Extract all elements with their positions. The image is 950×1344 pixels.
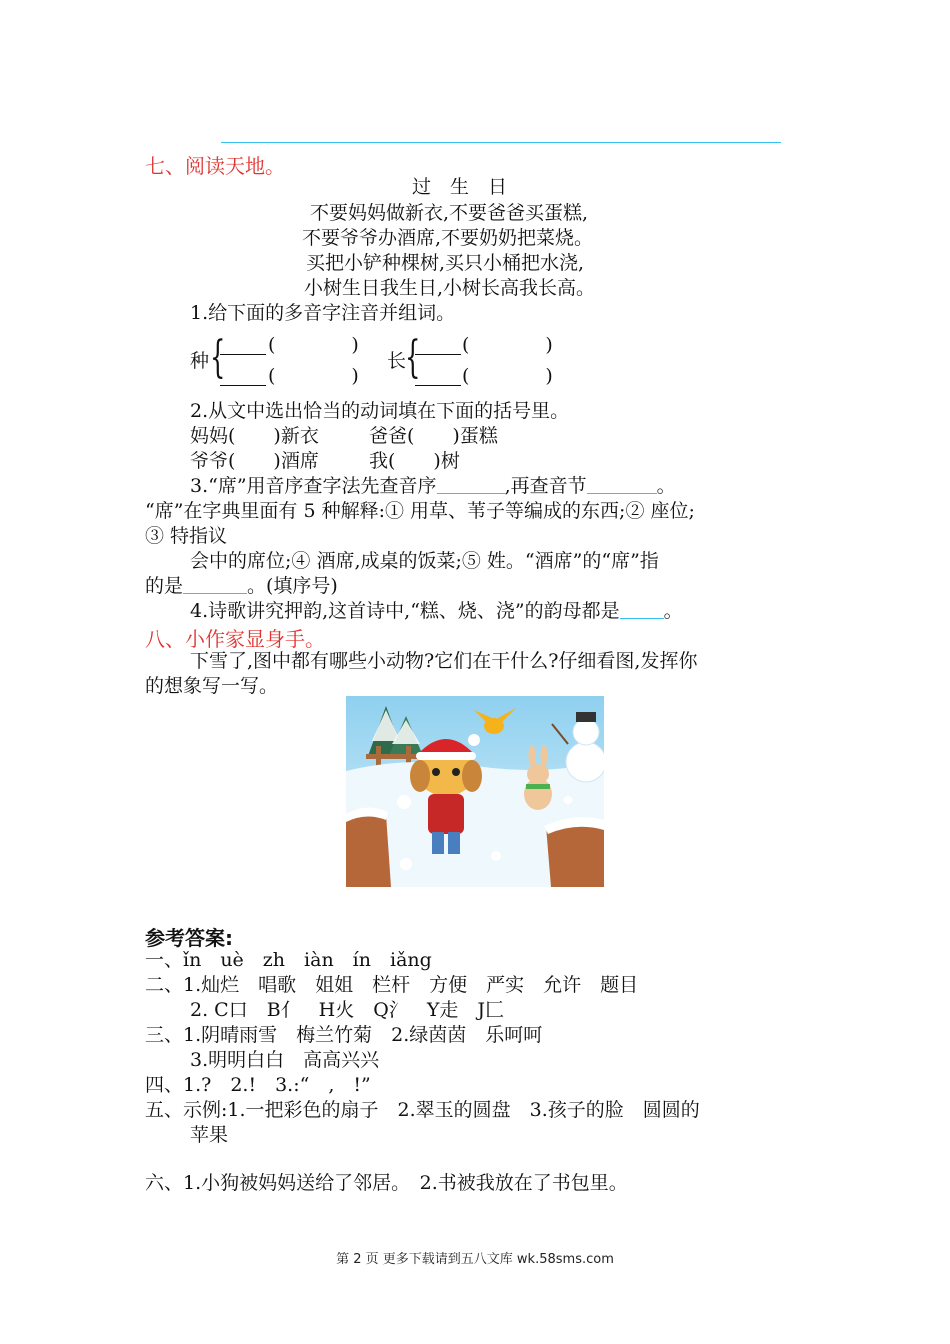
q4-blank-final[interactable] [620,600,664,619]
answer-line-1: 一、ǐn uè zh iàn ín iǎng [145,949,432,971]
q4-text-1: 4.诗歌讲究押韵,这首诗中,“糕、烧、浇”的韵母都是 [190,600,620,622]
paren-2a[interactable]: ( ) [462,334,553,356]
answers-heading: 参考答案: [145,926,233,950]
q3-text-3: 。 [656,475,676,497]
snow-scene-image [346,696,604,887]
question-1: 1.给下面的多音字注音并组词。 [190,302,456,324]
answer-line-9: 六、1.小狗被妈妈送给了邻居。 2.书被我放在了书包里。 [145,1172,628,1194]
q3-definitions-line-2: ③ 特指议 [145,525,228,547]
q3-definitions-line-3: 会中的席位;④ 酒席,成桌的饭菜;⑤ 姓。“酒席”的“席”指 [190,550,659,572]
page-footer: 第 2 页 更多下载请到五八文库 wk.58sms.com [336,1252,614,1267]
q2-item-mom: 妈妈( )新衣 [190,425,319,447]
poem-line-2: 不要爷爷办酒席,不要奶奶把菜烧。 [302,227,594,249]
q3-text-2: ,再查音节 [504,475,587,497]
top-blank-line [221,142,781,143]
brace-2: { [405,332,421,383]
paren-1a[interactable]: ( ) [268,334,359,356]
polyphone-char-1: 种 [190,350,210,372]
q3-text-4: 的是 [145,575,184,597]
question-2: 2.从文中选出恰当的动词填在下面的括号里。 [190,400,570,422]
section7-heading: 七、阅读天地。 [145,154,285,178]
paren-2b[interactable]: ( ) [462,365,553,387]
answer-line-3: 2. C口 B亻 H火 Q氵 Y走 J匚 [190,999,504,1021]
q4-text-2: 。 [663,600,683,622]
paren-1b[interactable]: ( ) [268,365,359,387]
q3-definitions-line: “席”在字典里面有 5 种解释:① 用草、苇子等编成的东西;② 座位; [145,500,695,522]
q3-blank-meaning[interactable] [183,575,247,594]
answer-line-1b [220,385,266,386]
answer-line-2a [415,354,461,355]
answer-line-4: 三、1.阴晴雨雪 梅兰竹菊 2.绿茵茵 乐呵呵 [145,1024,543,1046]
answer-line-2: 二、1.灿烂 唱歌 姐姐 栏杆 方便 严实 允许 题目 [145,974,639,996]
answer-line-6: 四、1.? 2.! 3.:“ , !” [145,1074,371,1096]
section8-prompt-1: 下雪了,图中都有哪些小动物?它们在干什么?仔细看图,发挥你 [190,650,698,672]
answer-line-5: 3.明明白白 高高兴兴 [190,1049,380,1071]
q2-item-me: 我( )树 [369,450,460,472]
question-3 [190,474,676,498]
question-4 [190,599,683,623]
answer-line-7: 五、示例:1.一把彩色的扇子 2.翠玉的圆盘 3.孩子的脸 圆圆的 [145,1099,700,1121]
q2-item-dad: 爸爸( )蛋糕 [369,425,498,447]
q3-answer-line [145,574,338,598]
q3-text-1: 3.“席”用音序查字法先查音序 [190,475,437,497]
q3-blank-initial[interactable] [437,475,505,494]
poem-line-3: 买把小铲种棵树,买只小桶把水浇, [306,252,585,274]
answer-line-1a [220,354,266,355]
brace-1: { [210,332,226,383]
poem-line-4: 小树生日我生日,小树长高我长高。 [304,277,596,299]
q2-item-grandpa: 爷爷( )酒席 [190,450,319,472]
answer-line-2b [415,385,461,386]
poem-title: 过 生 日 [412,176,508,198]
polyphone-char-2: 长 [387,350,407,372]
snow-scene-illustration [346,696,604,887]
answer-line-8: 苹果 [190,1124,229,1146]
section8-heading: 八、小作家显身手。 [145,627,325,651]
section8-prompt-2: 的想象写一写。 [145,675,279,697]
q3-text-5: 。(填序号) [247,575,338,597]
poem-line-1: 不要妈妈做新衣,不要爸爸买蛋糕, [310,202,589,224]
q3-blank-syllable[interactable] [587,475,657,494]
